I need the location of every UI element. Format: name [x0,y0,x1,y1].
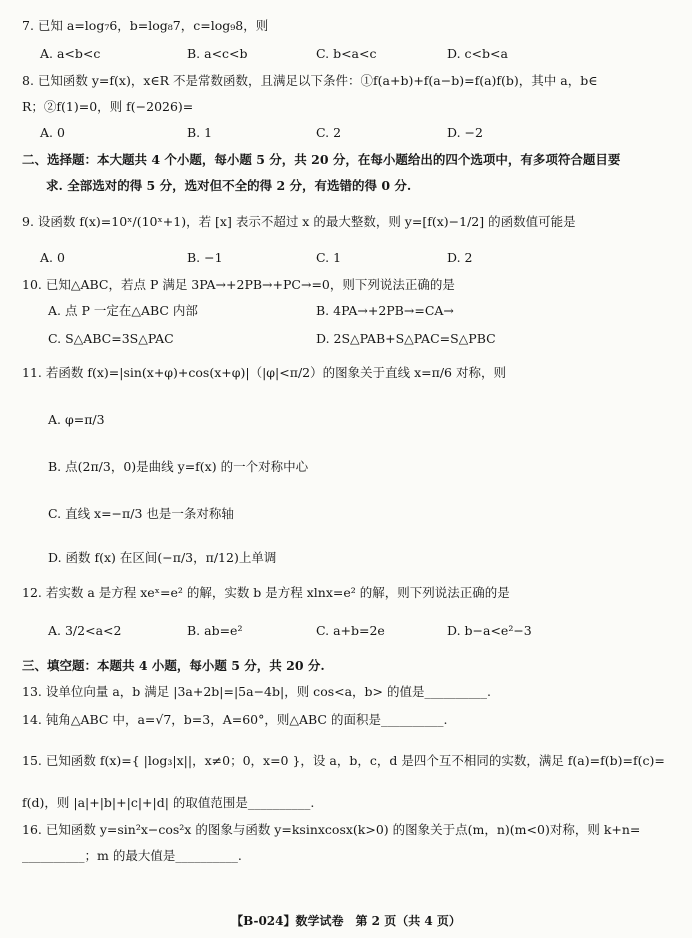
q11-option-d: D. 函数 f(x) 在区间(−π/3，π/12)上单调 [48,550,277,565]
q8-option-c: C. 2 [316,125,342,140]
q7-stem: 7. 已知 a=log₇6，b=log₈7，c=log₉8，则 [22,18,269,33]
section2-heading-cont: 求. 全部选对的得 5 分，选对但不全的得 2 分，有选错的得 0 分. [46,178,412,193]
q16-stem-line2: __________；m 的最大值是__________. [22,848,242,863]
q9-option-c: C. 1 [316,250,342,265]
q11-stem: 11. 若函数 f(x)=|sin(x+φ)+cos(x+φ)|（|φ|<π/2）的图象关于直线 x=π/6 对称，则 [22,365,506,380]
q8-stem-line1: 8. 已知函数 y=f(x)，x∈R 不是常数函数，且满足以下条件：①f(a+b)+f(a−b)=f(a)f(b)，其中 a，b∈ [22,73,598,88]
q10-option-a: A. 点 P 一定在△ABC 内部 [48,303,198,318]
q7-option-a: A. a<b<c [40,46,101,61]
q7-option-d: D. c<b<a [447,46,508,61]
q9-option-d: D. 2 [447,250,473,265]
q10-option-c: C. S△ABC=3S△PAC [48,331,174,346]
q11-option-c: C. 直线 x=−π/3 也是一条对称轴 [48,506,234,521]
q10-option-b: B. 4PA→+2PB→=CA→ [316,303,454,318]
q16-stem-line1: 16. 已知函数 y=sin²x−cos²x 的图象与函数 y=ksinxcosx(k>0) 的图象关于点(m，n)(m<0)对称，则 k+n= [22,822,641,837]
q8-option-d: D. −2 [447,125,483,140]
q13-stem: 13. 设单位向量 a，b 满足 |3a+2b|=|5a−4b|，则 cos<a，b> 的值是__________. [22,684,491,699]
q9-stem: 9. 设函数 f(x)=10ˣ/(10ˣ+1)，若 [x] 表示不超过 x 的最大整数，则 y=[f(x)−1/2] 的函数值可能是 [22,214,576,229]
q8-stem-line2: R；②f(1)=0，则 f(−2026)= [22,99,194,114]
q7-option-b: B. a<c<b [187,46,248,61]
section2-heading: 二、选择题：本大题共 4 个小题，每小题 5 分，共 20 分，在每小题给出的四个选项中，有多项符合题目要 [22,152,621,167]
q9-option-b: B. −1 [187,250,223,265]
q15-stem-line2: f(d)，则 |a|+|b|+|c|+|d| 的取值范围是__________. [22,795,315,810]
q7-option-c: C. b<a<c [316,46,377,61]
q8-option-a: A. 0 [40,125,65,140]
page-footer: 【B-024】数学试卷 第 2 页（共 4 页） [231,914,461,928]
q11-option-a: A. φ=π/3 [48,412,105,427]
q12-option-c: C. a+b=2e [316,623,385,638]
q15-stem-line1: 15. 已知函数 f(x)={ |log₃|x||，x≠0；0，x=0 }，设 a，b，c，d 是四个互不相同的实数，满足 f(a)=f(b)=f(c)= [22,753,665,768]
q14-stem: 14. 钝角△ABC 中，a=√7，b=3，A=60°，则△ABC 的面积是__________. [22,712,448,727]
q12-option-b: B. ab=e² [187,623,243,638]
q9-option-a: A. 0 [40,250,65,265]
q8-option-b: B. 1 [187,125,213,140]
q11-option-b: B. 点(2π/3，0)是曲线 y=f(x) 的一个对称中心 [48,459,309,474]
q12-stem: 12. 若实数 a 是方程 xeˣ=e² 的解，实数 b 是方程 xlnx=e² 的解，则下列说法正确的是 [22,585,510,600]
q10-option-d: D. 2S△PAB+S△PAC=S△PBC [316,331,496,346]
q12-option-d: D. b−a<e²−3 [447,623,532,638]
q12-option-a: A. 3/2<a<2 [48,623,122,638]
section3-heading: 三、填空题：本题共 4 小题，每小题 5 分，共 20 分. [22,658,325,673]
q10-stem: 10. 已知△ABC，若点 P 满足 3PA→+2PB→+PC→=0，则下列说法正确的是 [22,277,455,292]
